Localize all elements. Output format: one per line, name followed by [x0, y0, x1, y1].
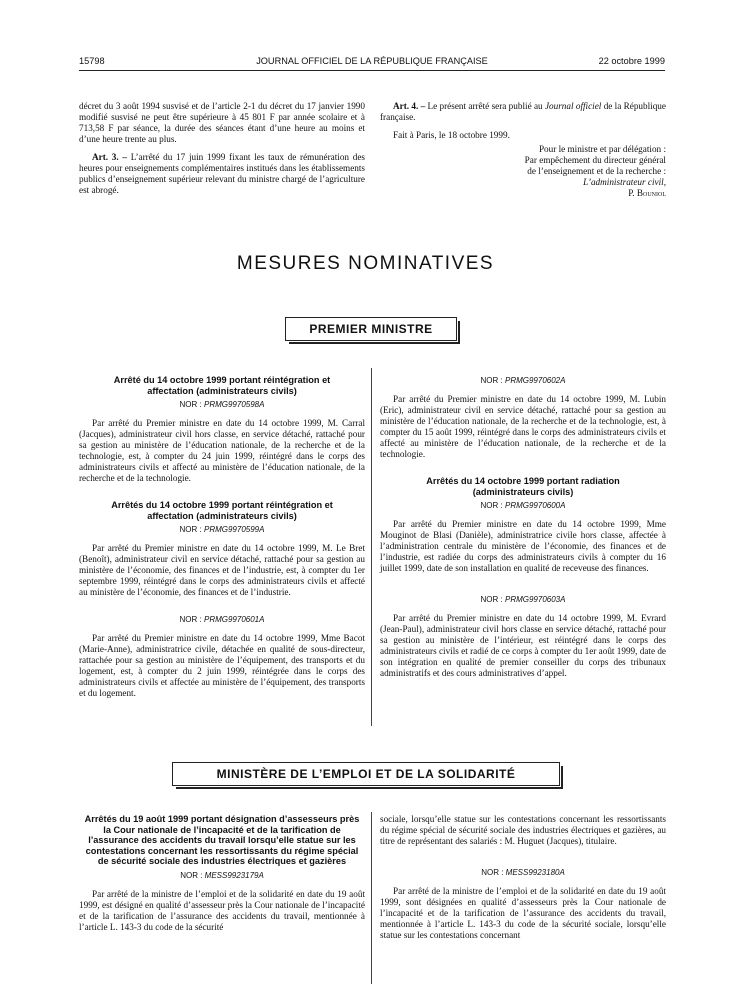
- decree-heading-1: Arrêté du 14 octobre 1999 portant réintégration et affectation (administrateurs civils): [113, 375, 331, 396]
- top-right-column: [380, 101, 666, 199]
- top-left-column: [79, 101, 365, 203]
- decree-text-4: Par arrêté du Premier ministre en date du 14 octobre 1999, M. Lubin (Eric), administrateur civil en service détaché, rattaché pour sa gestion au ministère de l’éducation nationale, de la recherche et de la technologie, est, à compter du 15 août 1999, réintégré dans le corps des administrateurs civils et affecté au ministère de l’éducation nationale, de la recherche et de la technologie.: [380, 394, 666, 459]
- nor-reference-6: NOR : PRMG9970603A: [480, 595, 566, 604]
- page-number: 15798: [79, 56, 105, 66]
- emploi-left-column: [79, 814, 365, 940]
- article-3-label: Art. 3. –: [92, 152, 127, 162]
- decree-text-2: Par arrêté du Premier ministre en date du 14 octobre 1999, M. Le Bret (Benoît), administrateur civil en service détaché, rattaché pour sa gestion au ministère de l’économie, des finances et de l’industrie, est, à compter du 1er septembre 1999, réintégré dans le corps des administrateurs civils et affecté au ministère de l’économie, des finances et de l’industrie.: [79, 543, 365, 597]
- decree-heading-4: Arrêtés du 19 août 1999 portant désignation d’assesseurs près la Cour nationale de l’incapacité et de la tarification de l’assurance des accidents du travail lorsqu’elle statue sur les contestations concernant les ressortissants du régime spécial de sécurité sociale des industries électriques et gazières: [84, 814, 360, 866]
- decree-text-1: Par arrêté du Premier ministre en date du 14 octobre 1999, M. Carral (Jacques), administrateur civil hors classe, en service détaché, rattaché pour sa gestion au ministère de l’éducation nationale, de la recherche et de la technologie, est, à compter du 24 juin 1999, réintégré dans le corps des administrateurs civils et affecté au ministère de l’éducation nationale, de la recherche et de la technologie.: [79, 418, 365, 483]
- premier-right-column: [380, 375, 666, 686]
- header-rule: [79, 70, 665, 71]
- article-3: [79, 152, 365, 196]
- decree-heading-3: Arrêtés du 14 octobre 1999 portant radiation (administrateurs civils): [426, 476, 620, 497]
- article-4-label: Art. 4. –: [393, 101, 426, 111]
- article-4: Art. 4. – Le présent arrêté sera publié au Journal officiel de la République française.: [380, 101, 666, 122]
- article-3-text: L’arrêté du 17 juin 1999 fixant les taux de rémunération des heures pour enseignements complémentaires institués dans les établissements publics d’enseignement supérieur relevant du ministre chargé de l’agriculture est abrogé.: [79, 152, 365, 195]
- nor-reference-2: NOR : PRMG9970599A: [179, 525, 265, 534]
- decree-text-8: Par arrêté de la ministre de l’emploi et de la solidarité en date du 19 août 1999, sont désignées en qualité d’assesseurs près la Cour nationale de l’incapacité et de la tarification de l’assurance des accidents du travail, mentionnée à l’article L. 143-3 du code de la sécurité sociale, lorsqu’elle statue sur les contestations concernant: [380, 886, 666, 940]
- journal-title: JOURNAL OFFICIEL DE LA RÉPUBLIQUE FRANÇAISE: [256, 56, 488, 66]
- publication-date: 22 octobre 1999: [598, 56, 665, 66]
- section-title: MESURES NOMINATIVES: [236, 253, 495, 274]
- journal-officiel-ref: Journal officiel: [544, 101, 602, 111]
- nor-reference-7: NOR : MESS9923179A: [180, 870, 264, 880]
- emploi-right-column: [380, 814, 666, 948]
- decree-heading-2: Arrêtés du 14 octobre 1999 portant réintégration et affectation (administrateurs civils): [111, 500, 333, 521]
- page-header: [79, 56, 665, 70]
- column-divider-1: [371, 368, 372, 726]
- decree-text-7: Par arrêté de la ministre de l’emploi et de la solidarité en date du 19 août 1999, est désigné en qualité d’assesseur près la Cour nationale de l’incapacité et de la tarification de l’assurance des accidents du travail, mentionnée à l’article L. 143-3 du code de la sécurité: [79, 888, 365, 932]
- decree-text-7-continued: sociale, lorsqu’elle statue sur les contestations concernant les ressortissants du régime spécial de sécurité sociale des industries électriques et gazières, au titre de représentant des salariés : M. Huguet (Jacques), titulaire.: [380, 814, 666, 846]
- nor-reference-8: NOR : MESS9923180A: [481, 868, 565, 877]
- decree-text-5: Par arrêté du Premier ministre en date du 14 octobre 1999, Mme Mouginot de Blasi (Danièle), administratrice civile hors classe, affectée à l’administration centrale du ministère de l’économie, des finances et de l’industrie, est radiée du corps des administrateurs civils à compter du 16 juillet 1999, date de son installation en qualité de receveuse des finances.: [380, 519, 666, 573]
- nor-reference-4: NOR : PRMG9970602A: [480, 376, 566, 385]
- continued-paragraph: décret du 3 août 1994 susvisé et de l’article 2-1 du décret du 17 janvier 1990 modifié susvisé ne peut être supérieure à 45 801 F par année scolaire et à 713,58 F par séance, la durée des séances étant d’une heure au moins et d’une heure trente au plus.: [79, 101, 365, 144]
- decree-text-3: Par arrêté du Premier ministre en date du 14 octobre 1999, Mme Bacot (Marie-Anne), administratrice civile, détachée en qualité de sous-directeur, rattachée pour sa gestion au ministère de l’équipement, des transports et du logement, est, à compter du 2 juin 1999, réintégrée dans le corps des administrateurs civils et affectée au ministère de l’équipement, des transports et du logement.: [79, 633, 365, 698]
- nor-reference-5: NOR : PRMG9970600A: [480, 501, 566, 510]
- premier-left-column: [79, 375, 365, 706]
- premier-ministre-title: PREMIER MINISTRE: [309, 322, 433, 336]
- premier-ministre-box: [285, 317, 457, 341]
- signatory-name: P. Bouniol: [628, 188, 666, 198]
- ministere-emploi-box: [172, 762, 560, 786]
- signature-block: Pour le ministre et par délégation : Par empêchement du directeur général de l’enseignement et de la recherche : L’administrateur civil, P. Bouniol: [380, 144, 666, 199]
- decree-text-6: Par arrêté du Premier ministre en date du 14 octobre 1999, M. Evrard (Jean-Paul), administrateur civil hors classe en service détaché, rattaché pour sa gestion au ministère de l’intérieur, est réintégré dans le corps des administrateurs civils et radié de ce corps à compter du 1er août 1999, date de son intégration en qualité de premier conseiller du corps des tribunaux administratifs et des cours administratives d’appel.: [380, 613, 666, 678]
- nor-reference-3: NOR : PRMG9970601A: [179, 615, 265, 624]
- fait-a-paris: Fait à Paris, le 18 octobre 1999.: [393, 130, 510, 140]
- column-divider-2: [371, 812, 372, 984]
- nor-reference-1: NOR : PRMG9970598A: [179, 400, 265, 409]
- ministere-emploi-title: MINISTÈRE DE L’EMPLOI ET DE LA SOLIDARITÉ: [216, 767, 516, 781]
